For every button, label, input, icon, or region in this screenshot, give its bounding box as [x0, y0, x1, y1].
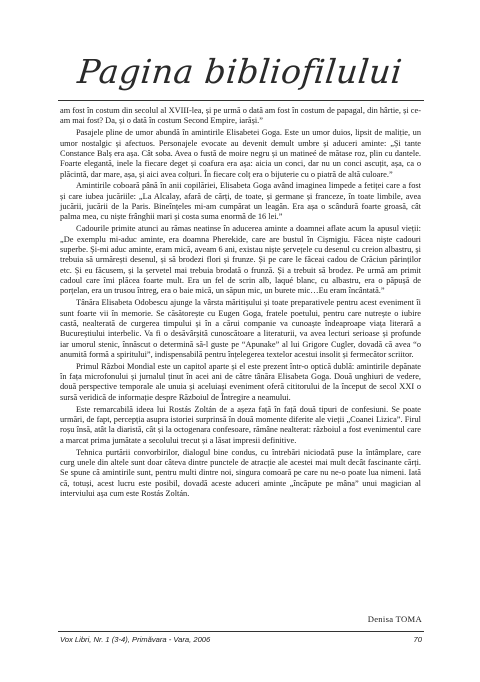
paragraph-4: Cadourile primite atunci au rămas neatinse în aducerea aminte a doamnei aflate acum la apusul vieții: „De exemplu mi-aduc aminte, era doamna Pherekide, care are bustul în Cișmigiu. Făcea niște cadouri superbe. Și-mi aduc aminte, eram mică, aveam 6 ani, existau niște șervețele cu desenul cu creion albastru, și trebuia să urmărești desenul, și să brodezi flori și frunze. Și pe care le făceai cadou de Crăciun părinților etc. Și eu făcusem, și la șervetel mai trebuia brodată o frunză. Și a trebuit să brodez. Pe urmă am primit cadoul care îmi plăcea foarte mult. Era un fel de scrin alb, laqué blanc, cu albastru, era o păpușă de porțelan, era un trusou întreg, era o baie mică, un săpun mic, un burete mic…Eu eram încântată.” — [60, 224, 421, 296]
section-title: Pagina bibliofilului — [75, 52, 405, 91]
publication-info: Vox Libri, Nr. 1 (3-4), Primăvara - Vara, 2006 — [60, 635, 211, 644]
article-body — [60, 106, 421, 501]
paragraph-7: Este remarcabilă ideea lui Rostás Zoltán de a așeza față în față două tipuri de confesiuni. Se poate urmări, de fapt, percepția asupra istoriei surprinsă în două momente diferite ale vieții „Coanei Lizica”. Firul roșu însă, atât la diaristă, cât și la octogenara confesoare, rămâne nealterat: războiul a fost evenimentul care a marcat prima jumătate a secolului trecut și a lăsat impresii definitive. — [60, 404, 421, 445]
paragraph-3: Amintirile coboară până în anii copilăriei, Elisabeta Goga având imaginea limpede a fetiței care a fost și care iubea jucăriile: „La Alcalay, afară de cărți, de toate, și germane și franceze, în toate limbile, avea jucării, jucării de la Paris. Bineînțeles mi-am cumpărat un leagăn. Era așa o scândură foarte groasă, cât palma mea, cu niște frânghii mari și costa suma enormă de 16 lei.” — [60, 181, 421, 222]
bottom-divider — [58, 631, 424, 632]
author-signature: Denisa TOMA — [367, 614, 422, 624]
paragraph-8: Tehnica purtării convorbirilor, dialogul bine condus, cu întrebări niciodată puse la întâmplare, care curg unele din altele sunt doar câteva dintre punctele de atracție ale acestei mai mult decât fascinante cărți. Se spune că amintirile sunt, pentru multi dintre noi, singura comoară pe care nu ne-o poate lua nimeni. Iată că, totuși, acest lucru este posibil, dovadă aceste aduceri aminte „încăpute pe mâna” unui magician al interviului așa cum este Rostás Zoltán. — [60, 447, 421, 498]
page-footer — [60, 635, 422, 644]
paragraph-6: Primul Război Mondial este un capitol aparte și el este prezent într-o optică dublă: amintirile depănate în fața microfonului și jurnalul ținut în acei ani de către tânăra Elisabeta Goga. Două unghiuri de vedere, două perspective temporale ale unuia și aceluiași eveniment oferă cititorului de la început de secol XXI o sursă veridică de informație despre Războiul de Întregire a neamului. — [60, 361, 421, 402]
top-divider — [58, 100, 424, 101]
page-number: 70 — [413, 635, 422, 644]
paragraph-2: Pasajele pline de umor abundă în amintirile Elisabetei Goga. Este un umor duios, lipsit de maliție, un umor nostalgic și afectuos. Personajele evocate au devenit demult umbre și aduceri aminte: „Și tante Constance Balș era așa. Cât soba. Avea o fustă de moire negru și un matineé de mătase roz, plin cu dantele. Foarte elegantă, inele la fiecare deget și coafura era așa: aicia un conci, dar nu un conci ascuțit, așa, ca o plăcintă, dar mare, așa, și aici avea colțuri. În fiecare colț era o bijuterie cu o piatră de altă culoare.” — [60, 128, 421, 179]
paragraph-1: am fost în costum din secolul al XVIII-lea, și pe urmă o dată am fost în costum de papagal, din hârtie, și ce-am mai fost? Da, și o dată în costum Second Empire, iarăși.” — [60, 106, 421, 126]
paragraph-5: Tânăra Elisabeta Odobescu ajunge la vârsta măritișului și toate preparativele pentru acest eveniment îi sunt foarte vii în memorie. Se căsătorește cu Eugen Goga, fratele poetului, pentru care nutrește o iubire castă, nealterată de curgerea timpului și în a cărui companie va cunoaște îndeaproape viața literară a Bucureștiului interbelic. Va fi o desăvârșită cunoscătoare a literaturii, va avea lecturi serioase și profunde iar umorul stenic, înnăscut o determină să-l guste pe “Apunake” al lui Grigore Cugler, dovadă că avea “o anumită formă a spiritului”, indispensabilă pentru înțelegerea textelor acestui insolit și fermecător scriitor. — [60, 298, 421, 359]
